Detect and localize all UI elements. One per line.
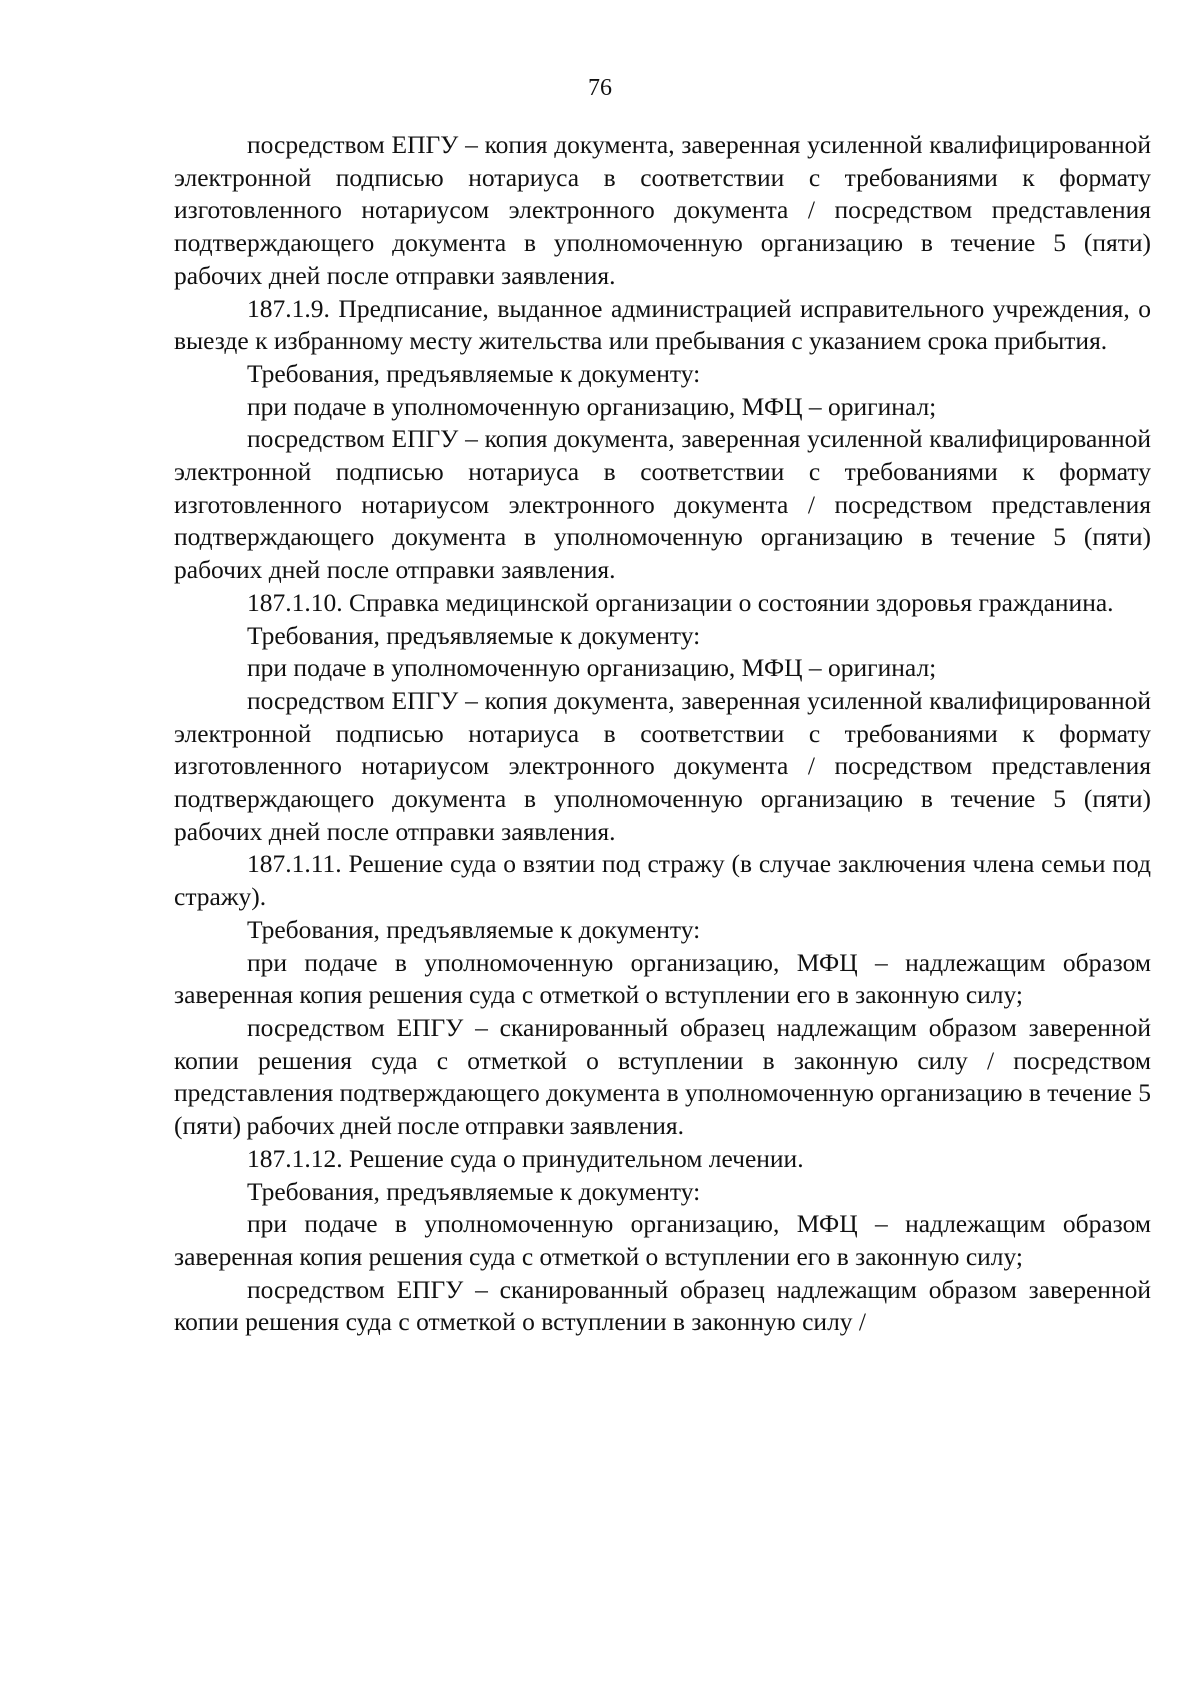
- paragraph-mfc-court-copy-2: при подаче в уполномоченную организацию, МФЦ – надлежащим образом заверенная копия решения суда с отметкой о вступлении его в законную силу;: [174, 1209, 1151, 1271]
- paragraph-requirements-heading-3: Требования, предъявляемые к документу:: [247, 914, 701, 944]
- paragraph-epgu-copy-3: посредством ЕПГУ – копия документа, заверенная усиленной квалифицированной электронной подписью нотариуса в соответствии с требованиями к формату изготовленного нотариусом электронного документа / посредством представления подтверждающего документа в уполномоченную организацию в течение 5 (пяти) рабочих дней после отправки заявления.: [174, 685, 1151, 846]
- paragraph-requirements-heading-1: Требования, предъявляемые к документу:: [247, 358, 701, 388]
- paragraph-epgu-copy-2: посредством ЕПГУ – копия документа, заверенная усиленной квалифицированной электронной подписью нотариуса в соответствии с требованиями к формату изготовленного нотариусом электронного документа / посредством представления подтверждающего документа в уполномоченную организацию в течение 5 (пяти) рабочих дней после отправки заявления.: [174, 424, 1151, 585]
- paragraph-epgu-copy-1: посредством ЕПГУ – копия документа, заверенная усиленной квалифицированной электронной подписью нотариуса в соответствии с требованиями к формату изготовленного нотариусом электронного документа / посредством представления подтверждающего документа в уполномоченную организацию в течение 5 (пяти) рабочих дней после отправки заявления.: [174, 130, 1151, 290]
- paragraph-epgu-scan-1: посредством ЕПГУ – сканированный образец надлежащим образом заверенной копии решения суда с отметкой о вступлении в законную силу / посредством представления подтверждающего документа в уполномоченную организацию в течение 5 (пяти) рабочих дней после отправки заявления.: [174, 1012, 1151, 1141]
- page-number: 76: [588, 75, 612, 101]
- paragraph-mfc-original-2: при подаче в уполномоченную организацию, МФЦ – оригинал;: [247, 653, 937, 683]
- paragraph-item-187-1-12: 187.1.12. Решение суда о принудительном лечении.: [247, 1143, 804, 1173]
- paragraph-mfc-court-copy-1: при подаче в уполномоченную организацию, МФЦ – надлежащим образом заверенная копия решения суда с отметкой о вступлении его в законную силу;: [174, 947, 1151, 1010]
- paragraph-epgu-scan-2: посредством ЕПГУ – сканированный образец надлежащим образом заверенной копии решения суда с отметкой о вступлении в законную силу /: [174, 1274, 1151, 1337]
- paragraph-item-187-1-9: 187.1.9. Предписание, выданное администрацией исправительного учреждения, о выезде к избранному месту жительства или пребывания с указанием срока прибытия.: [174, 293, 1151, 356]
- paragraph-mfc-original-1: при подаче в уполномоченную организацию, МФЦ – оригинал;: [247, 391, 937, 421]
- paragraph-requirements-heading-4: Требования, предъявляемые к документу:: [247, 1176, 701, 1206]
- paragraph-item-187-1-10: 187.1.10. Справка медицинской организации о состоянии здоровья гражданина.: [247, 587, 1114, 617]
- paragraph-item-187-1-11: 187.1.11. Решение суда о взятии под стражу (в случае заключения члена семьи под стражу).: [174, 849, 1151, 912]
- paragraph-requirements-heading-2: Требования, предъявляемые к документу:: [247, 620, 701, 650]
- document-body: [174, 129, 1151, 1339]
